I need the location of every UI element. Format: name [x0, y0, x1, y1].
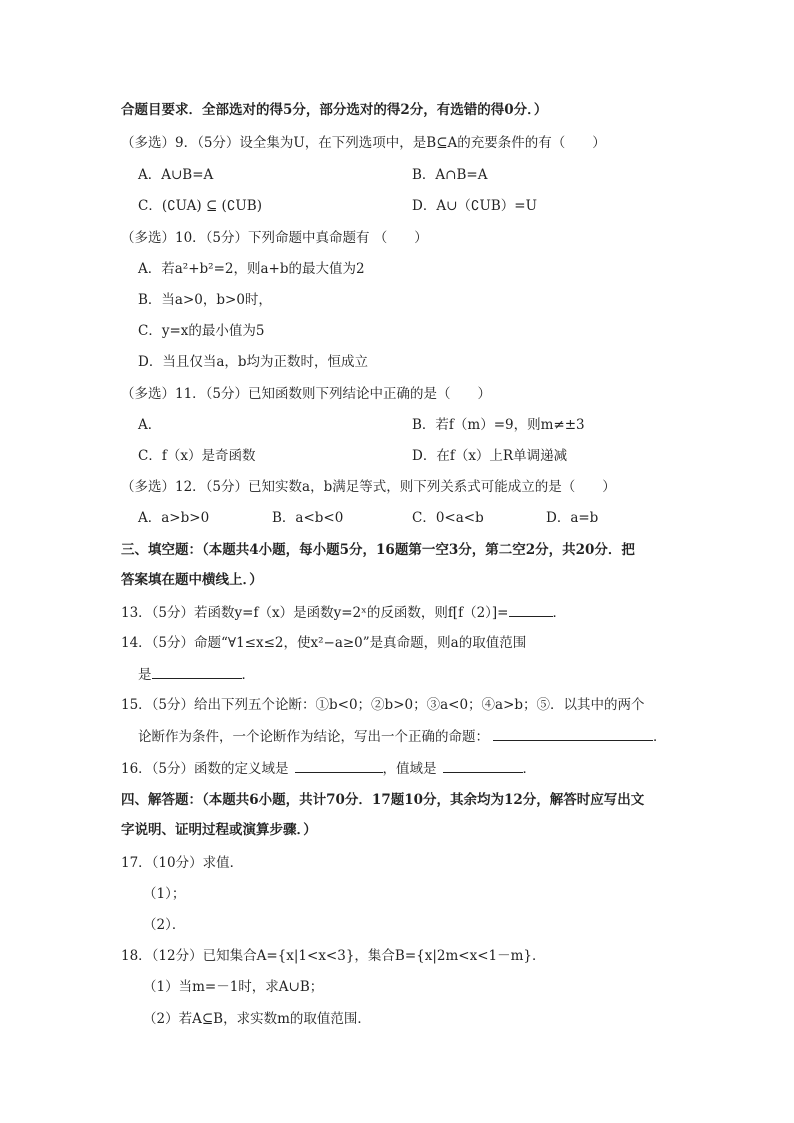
- q11-option-d: D．在f（x）上R单调递减: [412, 448, 568, 464]
- section-3-heading-cont: 答案填在题中横线上．）: [121, 572, 263, 588]
- q12-stem: （多选）12．（5分）已知实数a，b满足等式，则下列关系式可能成立的是（ ）: [121, 479, 616, 495]
- q9-stem: （多选）9．（5分）设全集为U，在下列选项中，是B⊆A的充要条件的有（ ）: [121, 135, 606, 151]
- q14-line: 14．（5分）命题“∀1≤x≤2，使x²−a≥0”是真命题，则a的取值范围: [121, 635, 527, 651]
- section-3-heading: 三、填空题：（本题共4小题，每小题5分，16题第一空3分，第二空2分，共20分．把: [121, 542, 635, 558]
- q17-part-2: （2）．: [143, 917, 186, 933]
- q10-option-a: A．若a²+b²=2，则a+b的最大值为2: [138, 261, 365, 277]
- q18-part-1: （1）当m=－1时，求A∪B；: [143, 979, 324, 995]
- q18-stem: 18．（12分）已知集合A={x|1<x<3}，集合B={x|2m<x<1－m}．: [121, 948, 546, 964]
- q14-line2: 是 ．: [138, 664, 255, 685]
- q9-option-d: D．A∪（∁UB）=U: [412, 198, 537, 214]
- q11-option-b: B．若f（m）=9，则m≠±3: [412, 417, 585, 433]
- q17-stem: 17．（10分）求值．: [121, 855, 244, 871]
- q10-option-b: B．当a>0，b>0时，: [138, 292, 272, 308]
- q13-answer-blank[interactable]: [509, 602, 553, 617]
- q14-answer-blank[interactable]: [152, 664, 242, 679]
- q11-option-a: A．: [138, 417, 162, 433]
- q10-option-d: D．当且仅当a，b均为正数时，恒成立: [138, 354, 369, 370]
- q16-text-1: 16．（5分）函数的定义域是: [121, 761, 289, 777]
- q16-range-blank[interactable]: [443, 758, 523, 773]
- q11-stem: （多选）11．（5分）已知函数则下列结论中正确的是（ ）: [121, 386, 492, 402]
- q16-text-2: ，值域是: [382, 761, 437, 777]
- q17-part-1: （1）；: [143, 886, 186, 902]
- q16-domain-blank[interactable]: [295, 758, 383, 773]
- q12-option-c: C．0<a<b: [412, 510, 484, 526]
- q12-option-b: B．a<b<0: [272, 510, 344, 526]
- q10-stem: （多选）10．（5分）下列命题中真命题有 （ ）: [121, 230, 428, 246]
- q15-line2: 论断作为条件，一个论断作为结论，写出一个正确的命题： ．: [138, 726, 667, 747]
- q15-line: 15．（5分）给出下列五个论断：①b<0；②b>0；③a<0；④a>b；⑤．以其中的两个: [121, 697, 645, 713]
- q16-line: 16．（5分）函数的定义域是 ，值域是 ．: [121, 758, 536, 779]
- q13-text: 13．（5分）若函数y=f（x）是函数y=2ˣ的反函数，则f[f（2）]=: [121, 605, 509, 621]
- q9-option-a: A．A∪B=A: [138, 167, 214, 183]
- q9-option-c: C．(∁UA) ⊆ (∁UB): [138, 198, 262, 214]
- q12-option-a: A．a>b>0: [138, 510, 210, 526]
- q18-part-2: （2）若A⊆B，求实数m的取值范围．: [143, 1011, 371, 1027]
- section-intro-line: 合题目要求．全部选对的得5分，部分选对的得2分，有选错的得0分．）: [121, 102, 548, 118]
- q14-text-cont: 是: [138, 667, 152, 683]
- q11-option-c: C．f（x）是奇函数: [138, 448, 256, 464]
- section-4-heading: 四、解答题：（本题共6小题，共计70分．17题10分，其余均为12分，解答时应写出文: [121, 792, 645, 808]
- q15-text-cont: 论断作为条件，一个论断作为结论，写出一个正确的命题：: [138, 729, 489, 745]
- q12-option-d: D．a=b: [546, 510, 599, 526]
- q9-option-b: B．A∩B=A: [412, 167, 488, 183]
- q15-answer-blank[interactable]: [493, 726, 653, 741]
- section-4-heading-cont: 字说明、证明过程或演算步骤．）: [121, 822, 317, 838]
- q10-option-c: C．y=x的最小值为5: [138, 323, 265, 339]
- q13-line: 13．（5分）若函数y=f（x）是函数y=2ˣ的反函数，则f[f（2）]= ．: [121, 602, 566, 623]
